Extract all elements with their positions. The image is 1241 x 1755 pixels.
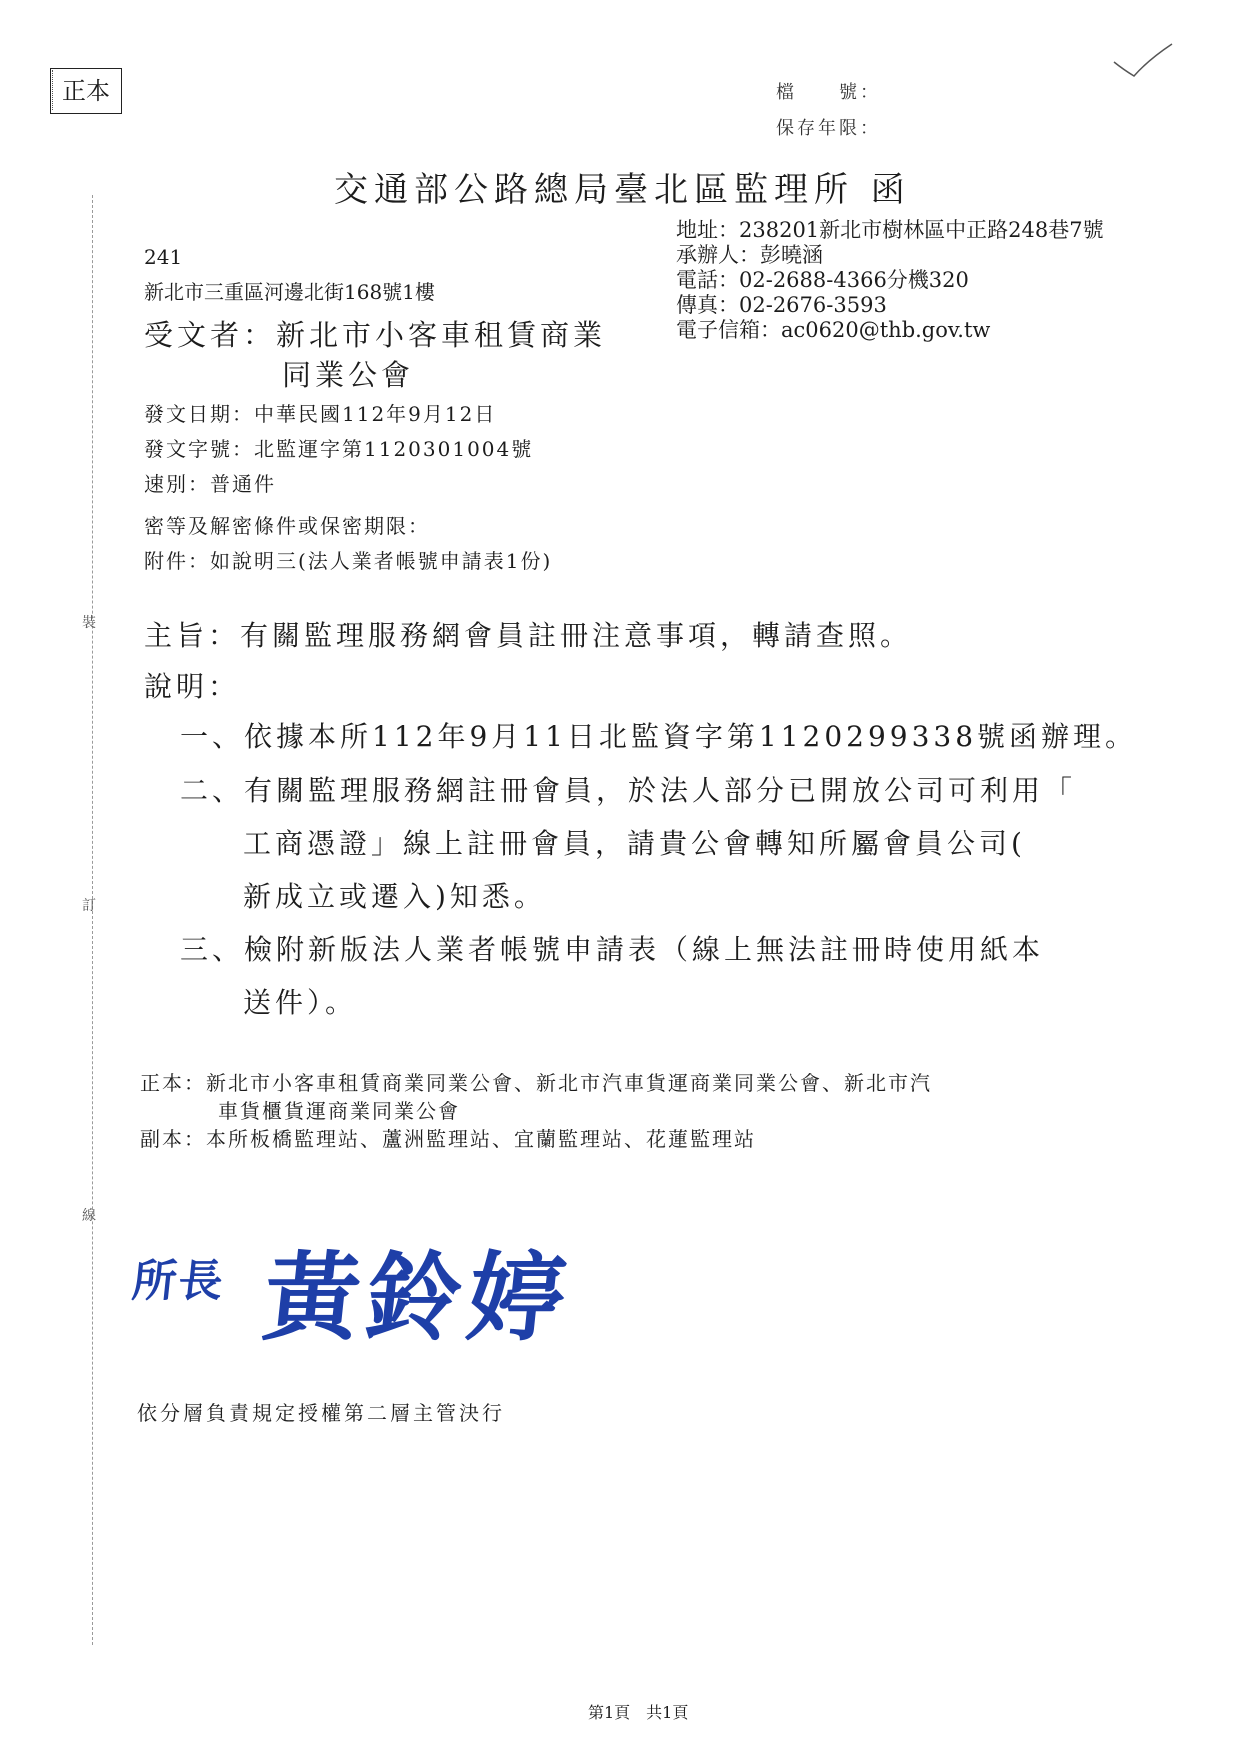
phone: 電話：02-2688-4366分機320 [676, 268, 969, 292]
authorization-note: 依分層負責規定授權第二層主管決行 [137, 1401, 505, 1425]
explanation-heading: 說明： [144, 670, 241, 703]
retention-period-label: 保存年限： [776, 118, 881, 139]
fax: 傳真：02-2676-3593 [676, 293, 887, 317]
original-stamp: 正本 [50, 68, 122, 114]
explanation-item-2-line-3: 新成立或遷入)知悉。 [243, 880, 546, 913]
binding-line [92, 195, 93, 1645]
delivery-speed: 速別：普通件 [144, 472, 276, 496]
document-number: 發文字號：北監運字第1120301004號 [144, 437, 534, 461]
explanation-item-2-line-2: 工商憑證」線上註冊會員，請貴公會轉知所屬會員公司( [243, 827, 1026, 860]
file-number-label: 檔 號： [776, 82, 881, 103]
original-recipients-line-2: 車貨櫃貨運商業同業公會 [218, 1099, 460, 1123]
signature-title: 所長 [129, 1256, 228, 1307]
handler: 承辦人：彭曉涵 [676, 243, 823, 267]
binding-mark-zhuang: 裝 [82, 615, 96, 631]
document-title: 交通部公路總局臺北區監理所 函 [334, 170, 911, 210]
sender-address: 地址：238201新北市樹林區中正路248巷7號 [676, 218, 1104, 242]
secrecy-level: 密等及解密條件或保密期限： [144, 514, 430, 538]
recipient-line-1: 受文者：新北市小客車租賃商業 [144, 318, 607, 352]
issue-date: 發文日期：中華民國112年9月12日 [144, 402, 497, 426]
signature-name: 黃鈴婷 [258, 1241, 577, 1354]
recipient-postcode: 241 [144, 245, 183, 269]
explanation-item-3-line-1: 三、檢附新版法人業者帳號申請表（線上無法註冊時使用紙本 [180, 933, 1045, 966]
attachment: 附件：如說明三(法人業者帳號申請表1份) [144, 549, 553, 573]
contact-block [676, 218, 1104, 343]
page-number: 第1頁 共1頁 [588, 1703, 689, 1722]
recipient-street: 新北市三重區河邊北街168號1樓 [144, 280, 435, 304]
binding-mark-ding: 訂 [82, 898, 96, 914]
explanation-item-1: 一、依據本所112年9月11日北監資字第1120299338號函辦理。 [180, 720, 1138, 753]
subject: 主旨：有關監理服務網會員註冊注意事項，轉請查照。 [144, 619, 913, 652]
explanation-item-2-line-1: 二、有關監理服務網註冊會員，於法人部分已開放公司可利用「 [180, 774, 1077, 807]
email: 電子信箱：ac0620@thb.gov.tw [676, 318, 991, 342]
duplicate-recipients: 副本：本所板橋監理站、蘆洲監理站、宜蘭監理站、花蓮監理站 [140, 1127, 756, 1151]
handwritten-check-mark [1100, 40, 1180, 90]
recipient-line-2: 同業公會 [282, 358, 415, 392]
original-recipients-line-1: 正本：新北市小客車租賃商業同業公會、新北市汽車貨運商業同業公會、新北市汽 [140, 1071, 932, 1095]
binding-mark-xian: 線 [82, 1208, 96, 1224]
explanation-item-3-line-2: 送件）。 [243, 986, 358, 1019]
